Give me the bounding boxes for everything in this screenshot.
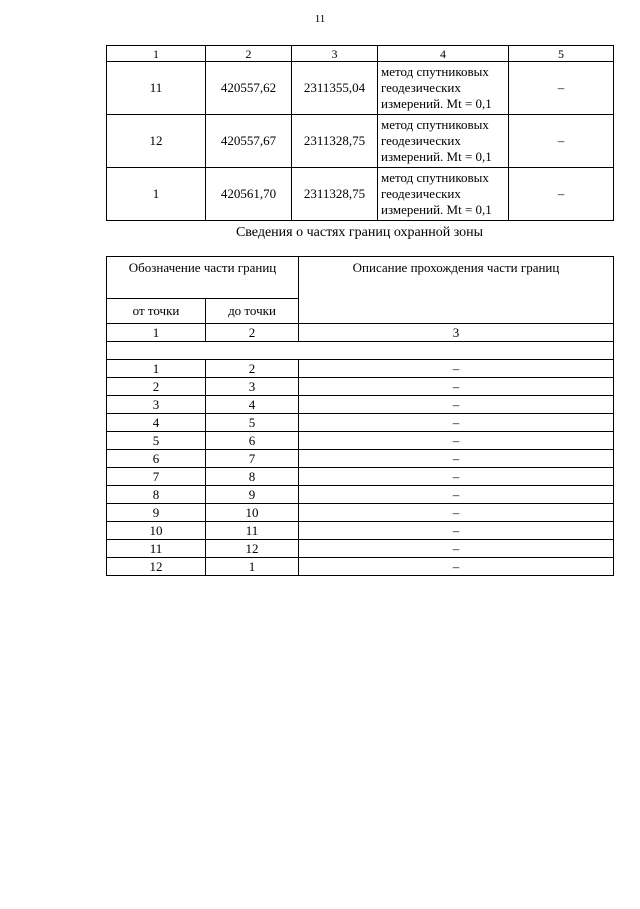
blank-cell <box>107 342 614 360</box>
table-row <box>107 62 614 115</box>
method-cell <box>378 168 509 221</box>
description-cell: – <box>299 540 614 558</box>
description-header: Описание прохождения части границ <box>299 257 614 324</box>
to-point-cell: 11 <box>206 522 299 540</box>
table-row <box>107 504 614 522</box>
column-number-cell: 1 <box>107 46 206 62</box>
method-line: метод спутниковых <box>381 64 489 79</box>
table-row <box>107 558 614 576</box>
coordinates-header-row <box>107 46 614 62</box>
description-cell: – <box>299 450 614 468</box>
from-point-cell: 7 <box>107 468 206 486</box>
from-point-cell: 9 <box>107 504 206 522</box>
method-line: измерений. Mt = 0,1 <box>381 149 492 164</box>
to-point-cell: 1 <box>206 558 299 576</box>
method-cell <box>378 115 509 168</box>
column-number-cell: 5 <box>509 46 614 62</box>
method-line: геодезических <box>381 186 461 201</box>
description-cell: – <box>299 378 614 396</box>
designation-header: Обозначение части границ <box>107 257 299 299</box>
to-point-cell: 8 <box>206 468 299 486</box>
point-number-cell: 1 <box>107 168 206 221</box>
blank-row <box>107 342 614 360</box>
table-row <box>107 378 614 396</box>
method-line: геодезических <box>381 133 461 148</box>
table-row <box>107 468 614 486</box>
description-cell: – <box>299 396 614 414</box>
table-row <box>107 396 614 414</box>
from-point-cell: 4 <box>107 414 206 432</box>
table-row <box>107 450 614 468</box>
table-row <box>107 414 614 432</box>
from-point-cell: 10 <box>107 522 206 540</box>
description-cell: – <box>299 414 614 432</box>
point-number-cell: 11 <box>107 62 206 115</box>
from-point-cell: 3 <box>107 396 206 414</box>
from-point-cell: 2 <box>107 378 206 396</box>
x-coordinate-cell: 420561,70 <box>206 168 292 221</box>
method-line: геодезических <box>381 80 461 95</box>
method-line: измерений. Mt = 0,1 <box>381 202 492 217</box>
to-point-cell: 2 <box>206 360 299 378</box>
to-point-cell: 9 <box>206 486 299 504</box>
x-coordinate-cell: 420557,62 <box>206 62 292 115</box>
note-cell: – <box>509 62 614 115</box>
table-row <box>107 115 614 168</box>
table-row <box>107 540 614 558</box>
from-point-cell: 6 <box>107 450 206 468</box>
to-point-cell: 7 <box>206 450 299 468</box>
to-point-header: до точки <box>206 299 299 324</box>
method-line: метод спутниковых <box>381 117 489 132</box>
x-coordinate-cell: 420557,67 <box>206 115 292 168</box>
method-cell <box>378 62 509 115</box>
column-number-cell: 3 <box>299 324 614 342</box>
to-point-cell: 12 <box>206 540 299 558</box>
column-number-cell: 2 <box>206 46 292 62</box>
parts-header-row <box>107 257 614 299</box>
description-cell: – <box>299 360 614 378</box>
to-point-cell: 6 <box>206 432 299 450</box>
from-point-cell: 8 <box>107 486 206 504</box>
description-cell: – <box>299 432 614 450</box>
table-row <box>107 486 614 504</box>
table-row <box>107 168 614 221</box>
parts-column-numbers-row <box>107 324 614 342</box>
from-point-header: от точки <box>107 299 206 324</box>
from-point-cell: 1 <box>107 360 206 378</box>
from-point-cell: 5 <box>107 432 206 450</box>
column-number-cell: 2 <box>206 324 299 342</box>
description-cell: – <box>299 486 614 504</box>
boundary-parts-table <box>106 256 614 576</box>
from-point-cell: 12 <box>107 558 206 576</box>
section-caption: Сведения о частях границ охранной зоны <box>235 225 484 240</box>
column-number-cell: 1 <box>107 324 206 342</box>
coordinates-table <box>106 45 614 221</box>
table-row <box>107 360 614 378</box>
from-point-cell: 11 <box>107 540 206 558</box>
to-point-cell: 10 <box>206 504 299 522</box>
column-number-cell: 4 <box>378 46 509 62</box>
page-number: 11 <box>314 13 326 25</box>
description-cell: – <box>299 522 614 540</box>
table-row <box>107 432 614 450</box>
to-point-cell: 4 <box>206 396 299 414</box>
description-cell: – <box>299 504 614 522</box>
y-coordinate-cell: 2311328,75 <box>292 168 378 221</box>
note-cell: – <box>509 115 614 168</box>
method-line: метод спутниковых <box>381 170 489 185</box>
y-coordinate-cell: 2311355,04 <box>292 62 378 115</box>
table-row <box>107 522 614 540</box>
to-point-cell: 3 <box>206 378 299 396</box>
point-number-cell: 12 <box>107 115 206 168</box>
description-cell: – <box>299 468 614 486</box>
y-coordinate-cell: 2311328,75 <box>292 115 378 168</box>
note-cell: – <box>509 168 614 221</box>
description-cell: – <box>299 558 614 576</box>
method-line: измерений. Mt = 0,1 <box>381 96 492 111</box>
column-number-cell: 3 <box>292 46 378 62</box>
to-point-cell: 5 <box>206 414 299 432</box>
